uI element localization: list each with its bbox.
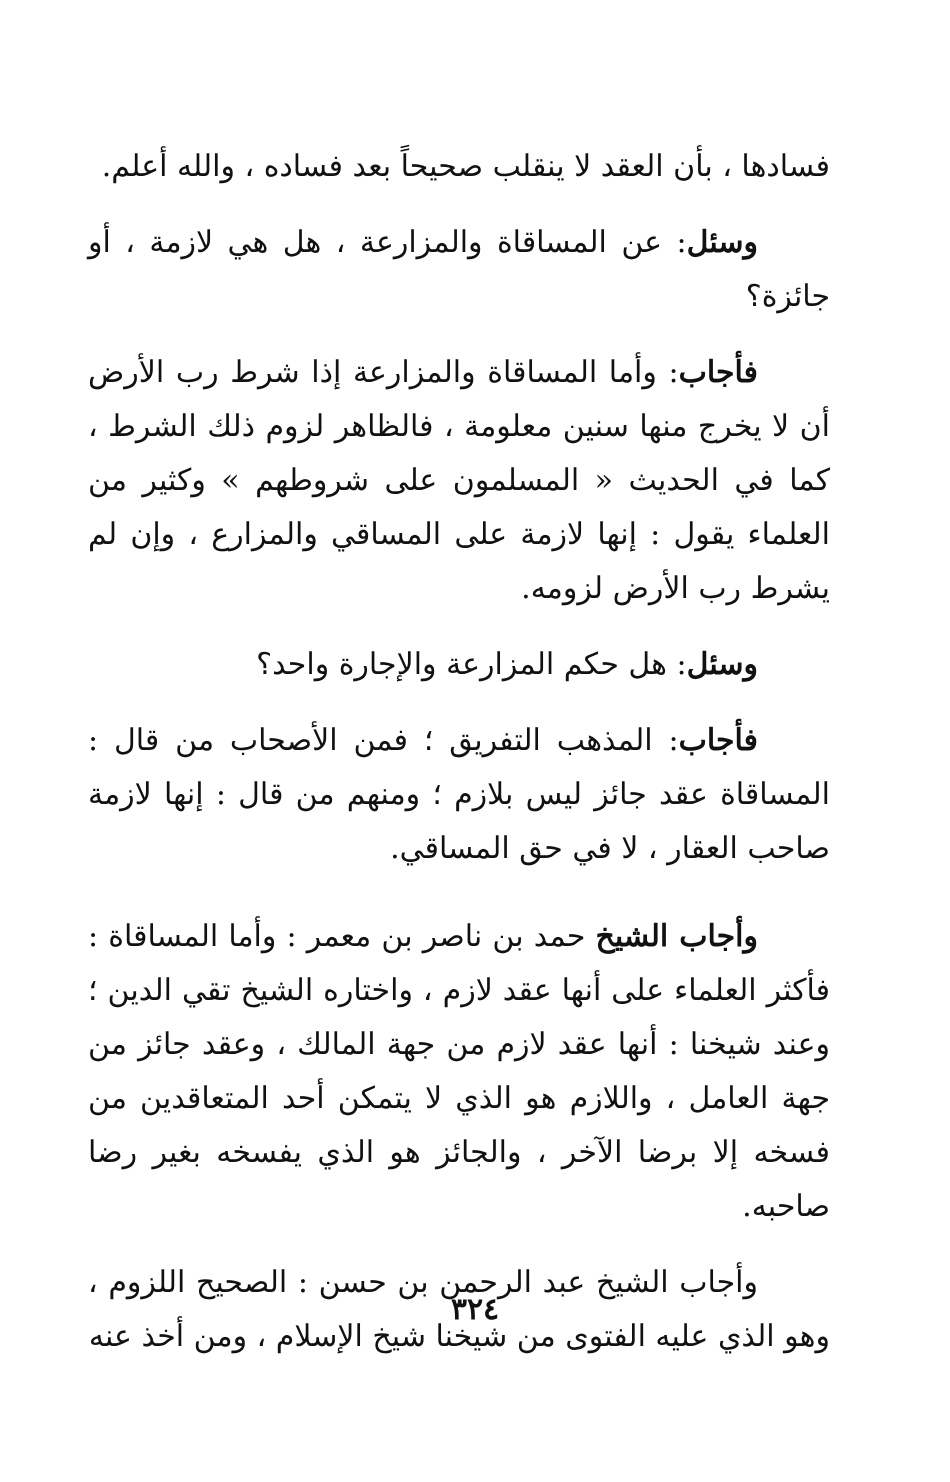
page-number: ٣٢٤: [450, 1292, 500, 1327]
answer-paragraph-3: [88, 910, 830, 1234]
answer-lead-word: فأجاب: [678, 355, 758, 390]
answer-paragraph-1: [88, 346, 830, 616]
answer-lead-word: وأجاب الشيخ: [595, 919, 758, 954]
book-page-body: [88, 140, 830, 1386]
paragraph-continuation: [88, 140, 830, 194]
answer-paragraph-2: [88, 714, 830, 876]
question-paragraph-1: [88, 216, 830, 324]
question-lead-word: وسئل: [686, 647, 758, 682]
question-paragraph-2: [88, 638, 830, 692]
question-lead-word: وسئل: [686, 225, 758, 260]
paragraph-text: : وأما المساقاة والمزارعة إذا شرط رب الأرض أن لا يخرج منها سنين معلومة ، فالظاهر لزوم ذلك الشرط ، كما في الحديث « المسلمون على شروطهم » وكثير من العلماء يقول : إنها لازمة على المساقي والمزارع ، وإن لم يشرط رب الأرض لزومه.: [88, 355, 830, 606]
paragraph-text: : عن المساقاة والمزارعة ، هل هي لازمة ، أو جائزة؟: [88, 225, 830, 314]
paragraph-text: : المذهب التفريق ؛ فمن الأصحاب من قال : المساقاة عقد جائز ليس بلازم ؛ ومنهم من قال : إنها لازمة صاحب العقار ، لا في حق المساقي.: [88, 723, 830, 866]
paragraph-text: فسادها ، بأن العقد لا ينقلب صحيحاً بعد فساده ، والله أعلم.: [101, 149, 830, 184]
paragraph-text: وأجاب الشيخ عبد الرحمن بن حسن : الصحيح اللزوم ، وهو الذي عليه الفتوى من شيخنا شيخ الإسلام ، ومن أخذ عنه: [88, 1265, 830, 1354]
paragraph-text: حمد بن ناصر بن معمر : وأما المساقاة : فأكثر العلماء على أنها عقد لازم ، واختاره الشيخ تقي الدين ؛ وعند شيخنا : أنها عقد لازم من جهة المالك ، وعقد جائز من جهة العامل ، واللازم هو الذي لا يتمكن أحد المتعاقدين من فسخه إلا برضا الآخر ، والجائز هو الذي يفسخه بغير رضا صاحبه.: [88, 919, 830, 1224]
paragraph-text: : هل حكم المزارعة والإجارة واحد؟: [256, 647, 687, 682]
answer-lead-word: فأجاب: [678, 723, 758, 758]
